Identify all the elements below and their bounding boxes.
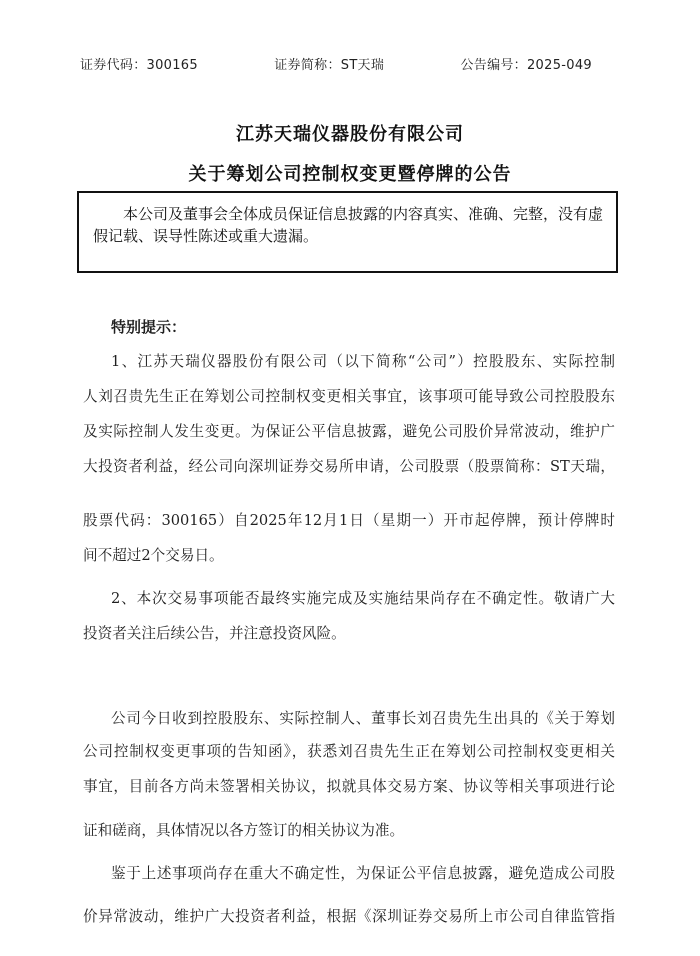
tip1-line-2: 人刘召贵先生正在筹划公司控制权变更相关事宜，该事项可能导致公司控股股东 xyxy=(83,388,615,405)
company-name-title: 江苏天瑞仪器股份有限公司 xyxy=(236,124,464,145)
para2-line-1: 鉴于上述事项尚存在重大不确定性，为保证公平信息披露，避免造成公司股 xyxy=(111,865,615,882)
board-guarantee-box xyxy=(77,191,618,273)
guarantee-line-2: 假记载、误导性陈述或重大遗漏。 xyxy=(93,227,319,245)
tip2-line-2: 投资者关注后续公告，并注意投资风险。 xyxy=(83,625,346,642)
announcement-title: 关于筹划公司控制权变更暨停牌的公告 xyxy=(188,164,512,185)
stock-code-label: 证券代码： xyxy=(80,58,147,73)
document-header xyxy=(80,54,592,78)
notice-number-value: 2025-049 xyxy=(526,58,592,73)
stock-short-name-value: ST天瑞 xyxy=(340,58,385,73)
tip1-line-4: 大投资者利益，经公司向深圳证券交易所申请，公司股票（股票简称：ST天瑞， xyxy=(83,458,615,475)
tip1-line-5: 股票代码：300165）自2025年12月1日（星期一）开市起停牌，预计停牌时 xyxy=(83,512,615,529)
tip1-line-1: 1、江苏天瑞仪器股份有限公司（以下简称“公司”）控股股东、实际控制 xyxy=(111,353,615,370)
stock-short-name xyxy=(274,54,384,78)
tip1-line-3: 及实际控制人发生变更。为保证公平信息披露，避免公司股价异常波动，维护广 xyxy=(83,423,615,440)
stock-code xyxy=(80,54,198,78)
para1-line-2: 公司控制权变更事项的告知函》，获悉刘召贵先生正在筹划公司控制权变更相关 xyxy=(83,743,615,760)
notice-number-label: 公告编号： xyxy=(460,58,527,73)
tip2-line-1: 2、本次交易事项能否最终实施完成及实施结果尚存在不确定性。敬请广大 xyxy=(111,590,615,607)
special-tips-heading: 特别提示： xyxy=(111,318,187,336)
para1-line-1: 公司今日收到控股股东、实际控制人、董事长刘召贵先生出具的《关于筹划 xyxy=(111,710,615,727)
para1-line-3: 事宜，目前各方尚未签署相关协议，拟就具体交易方案、协议等相关事项进行论 xyxy=(83,778,615,795)
tip1-line-6: 间不超过2个交易日。 xyxy=(83,547,224,564)
para1-line-4: 证和磋商，具体情况以各方签订的相关协议为准。 xyxy=(83,822,405,839)
stock-code-value: 300165 xyxy=(146,58,198,73)
stock-short-name-label: 证券简称： xyxy=(274,58,341,73)
para2-line-2: 价异常波动，维护广大投资者利益，根据《深圳证券交易所上市公司自律监管指 xyxy=(83,908,615,925)
guarantee-line-1: 本公司及董事会全体成员保证信息披露的内容真实、准确、完整，没有虚 xyxy=(123,205,604,223)
notice-number xyxy=(460,54,592,78)
